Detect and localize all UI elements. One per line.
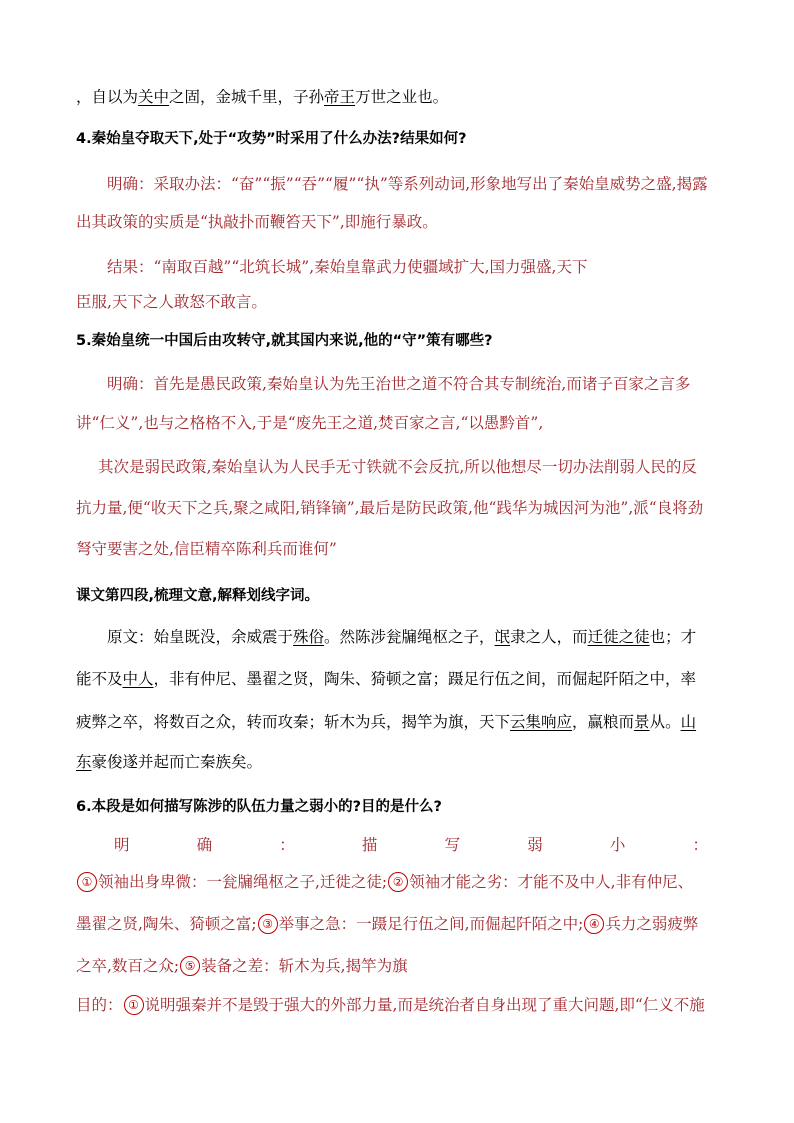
text-span: 从。	[649, 713, 681, 731]
text-span: 也；才	[649, 628, 697, 646]
text-span: 原文：始皇既没，余威震于	[107, 628, 294, 646]
answer-4-line-1: 明确：采取办法：“奋”“振”“吞”“履”“执”等系列动词,形象地写出了秦始皇威势之盛,揭露	[107, 175, 708, 193]
text-span: 豪俊遂并起而亡秦族矣。	[91, 753, 263, 771]
underlined-word: 中人	[122, 670, 154, 688]
text-span: 之固，金城千里，子孙	[169, 88, 325, 106]
result-4-line-1: 结果：“南取百越”“北筑长城”,秦始皇靠武力使疆域扩大,国力强盛,天下	[107, 258, 588, 276]
answer-4-line-2: 出其政策的实质是“执敲扑而鞭笞天下”,即施行暴政。	[76, 213, 438, 231]
answer-5-line-4: 抗力量,便“收天下之兵,聚之咸阳,销锋镝”,最后是防民政策,他“践华为城因河为池”,派“良将劲	[76, 499, 704, 517]
text-span: 隶之人，而	[510, 628, 588, 646]
text-span: 小	[609, 836, 626, 854]
underlined-word: 殊俗	[293, 628, 325, 646]
text-span: 描	[361, 836, 378, 854]
text-span: 领袖才能之劣：才能不及中人,非有仲尼、	[409, 873, 694, 891]
underlined-word: 氓	[494, 628, 511, 646]
number-marker: ⑤	[180, 956, 200, 976]
text-span: 能不及	[76, 670, 123, 688]
text-span: ，自以为	[76, 88, 139, 106]
text-span: 疲弊之卒，将数百之众，转而攻秦；斩木为兵，揭竿为旗，天下	[76, 713, 511, 731]
text-span: 确	[196, 836, 213, 854]
underlined-word: 云集响应	[510, 713, 573, 731]
answer-5-line-1: 明确：首先是愚民政策,秦始皇认为先王治世之道不符合其专制统治,而诸子百家之言多	[107, 375, 691, 393]
number-marker: ③	[258, 914, 278, 934]
underlined-word: 东	[76, 753, 92, 771]
purpose-line	[76, 994, 705, 1016]
original-text-line-3	[76, 711, 696, 733]
answer-6-line-1	[76, 871, 693, 893]
answer-5-line-5: 弩守要害之处,信臣精卒陈利兵而谁何”	[76, 540, 337, 558]
text-span: 写	[444, 836, 461, 854]
text-span: 目的：	[76, 996, 123, 1014]
section-4-heading: 课文第四段,梳理文意,解释划线字词。	[76, 588, 320, 604]
text-span: 兵力之弱疲弊	[605, 915, 699, 933]
underlined-word: 帝王	[324, 88, 356, 106]
text-span: 之卒,数百之众;	[76, 957, 180, 975]
text-span: 举事之急：一蹑足行伍之间,而倔起阡陌之中;	[278, 915, 584, 933]
number-marker: ①	[124, 995, 144, 1015]
result-4-line-2: 臣服,天下之人敢怒不敢言。	[76, 293, 267, 311]
text-span: 装备之差：斩木为兵,揭竿为旗	[201, 957, 408, 975]
number-marker: ①	[77, 872, 97, 892]
text-span: ：	[692, 836, 708, 854]
text-span: ：	[279, 836, 295, 854]
text-span: ，赢粮而	[572, 713, 635, 731]
original-text-line-1	[107, 626, 696, 648]
underlined-word: 关中	[138, 88, 170, 106]
number-marker: ②	[388, 872, 408, 892]
underlined-word: 迁徙之徒	[587, 628, 650, 646]
original-text-line-4	[76, 751, 262, 773]
text-span: 领袖出身卑微：一瓮牖绳枢之子,迁徙之徒;	[98, 873, 388, 891]
text-span: 。然陈涉瓮牖绳枢之子，	[324, 628, 495, 646]
text-span: 说明强秦并不是毁于强大的外部力量,而是统治者自身出现了重大问题,即“仁义不施	[144, 996, 705, 1014]
text-span: 墨翟之贤,陶朱、猗顿之富;	[76, 915, 257, 933]
underlined-word: 山	[680, 713, 697, 731]
answer-5-line-2: 讲“仁义”,也与之格格不入,于是“废先王之道,焚百家之言,“以愚黔首”,	[76, 414, 544, 432]
answer-6-header	[114, 834, 708, 856]
underlined-word: 景	[634, 713, 650, 731]
text-line	[76, 86, 448, 108]
text-span: ，非有仲尼、墨翟之贤，陶朱、猗顿之富；蹑足行伍之间，而倔起阡陌之中，率	[153, 670, 697, 688]
answer-6-line-2	[76, 913, 698, 935]
text-span: 万世之业也。	[355, 88, 449, 106]
text-span: 弱	[527, 836, 543, 854]
question-4: 4.秦始皇夺取天下,处于“攻势”时采用了什么办法?结果如何?	[76, 131, 467, 147]
number-marker: ④	[584, 914, 604, 934]
question-5: 5.秦始皇统一中国后由攻转守,就其国内来说,他的“守”策有哪些?	[76, 333, 493, 349]
question-6: 6.本段是如何描写陈涉的队伍力量之弱小的?目的是什么?	[76, 799, 442, 815]
answer-6-line-3	[76, 955, 408, 977]
answer-5-line-3: 其次是弱民政策,秦始皇认为人民手无寸铁就不会反抗,所以他想尽一切办法削弱人民的反	[98, 458, 697, 476]
original-text-line-2	[76, 668, 696, 690]
text-span: 明	[114, 836, 130, 854]
